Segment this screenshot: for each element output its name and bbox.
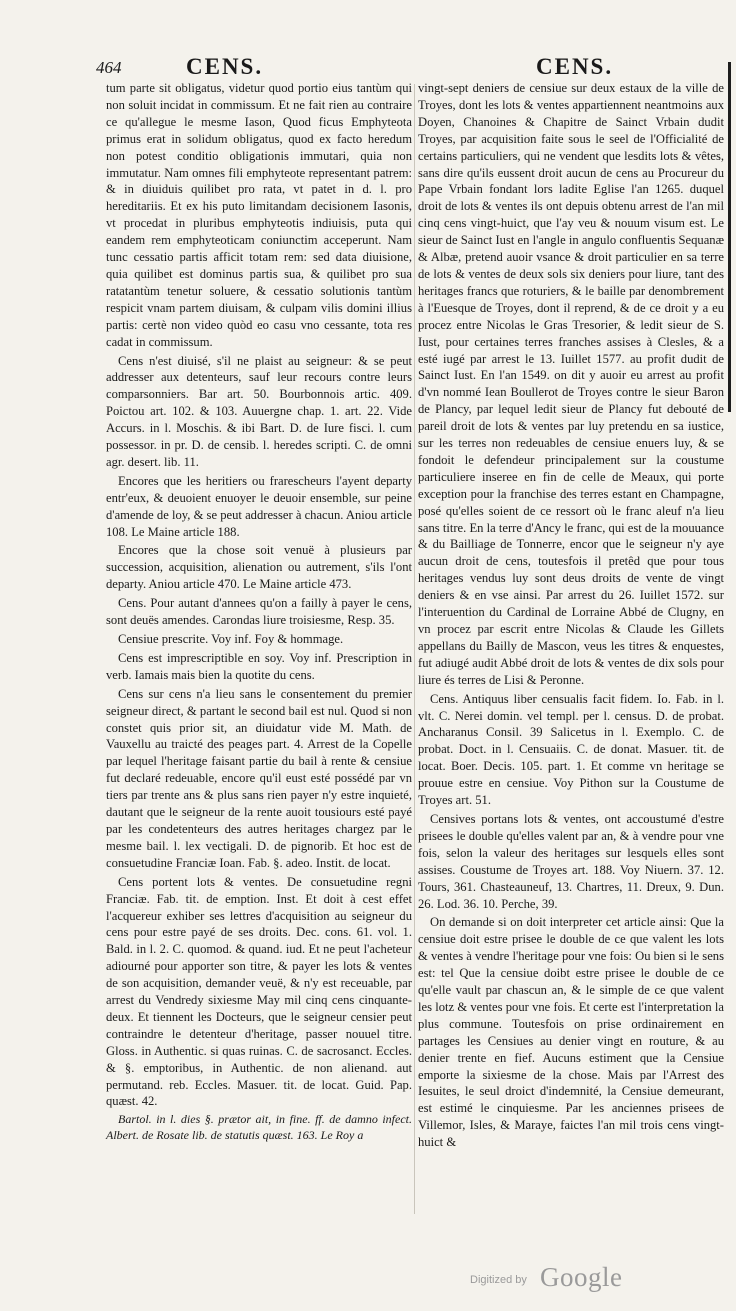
watermark-label: Digitized by [470,1274,527,1286]
paragraph-left-7: Cens est imprescriptible en soy. Voy inf. Prescription in verb. Iamais mais bien la quotite du cens. [106,650,412,682]
column-divider [414,84,415,1214]
paragraph-left-4: Encores que la chose soit venuë à plusieurs par succession, acquisition, alienation ou autrement, s'ils l'ont departy. Aniou article 470. Le Maine article 473. [106,543,412,592]
footnote-left: Bartol. in l. dies §. prætor ait, in fine. ff. de damno infect. Albert. de Rosate lib. de statutis quæst. 163. Le Roy a [106,1112,412,1142]
paragraph-left-6: Censiue prescrite. Voy inf. Foy & hommage. [118,632,344,646]
paragraph-left-5: Cens. Pour autant d'annees qu'on a failly à payer le cens, sont deuës amendes. Carondas liure troisiesme, Resp. 35. [106,596,412,628]
page-number: 464 [96,58,122,77]
paragraph-right-2: Cens. Antiquus liber censualis facit fidem. Io. Fab. in l. vlt. C. Nerei domin. vel templ. per l. census. D. de probat. Ancharanus Consil. 39 Salicetus in l. Exemplo. C. de probat. Doct. in l. Censuaiis. C. de donat. Masuer. tit. de locat. Boer. Decis. 105. part. 1. Et comme vn heritage se prouue estre en censiue. Voy Pithon sur la Coustume de Troyes art. 51. [418,691,724,808]
watermark-brand-logo: Google [540,1262,623,1292]
paragraph-left-2: Cens n'est diuisé, s'il ne plaist au seigneur: & se peut addresser aux detenteurs, sauf leur recours contre leurs comparsonniers. Bar art. 50. Bourbonnois artic. 409. Poictou art. 102. & 103. Auuergne chap. 1. art. 22. Vide Accurs. in l. Moschis. & ibi Bart. D. de Iure fisci. l. cum possessor. in pr. D. de censib. l. heredes scripti. C. de omni agr. desert. lib. 11. [106,353,412,469]
left-column [106,80,412,1145]
running-head-left: CENS. [186,54,264,79]
page-edge-mark [728,62,731,412]
paragraph-right-1: vingt-sept deniers de censiue sur deux estaux de la ville de Troyes, dont les lots & ventes appartiennent neantmoins aux Doyen, Chanoines & Chapitre de Sainct Vrbain dudit Troyes, par acquisition faite sous le seel de l'Officialité de certains particuliers, qui ne vendent que lesdits lots & vêtes, sans dire qu'ils eussent droit aucun de cens au Procureur du Pape Vrbain fondant lors ladite Eglise l'an 1265. duquel droit de lots & ventes ils ont depuis obtenu arrest de l'an mil cinq cens vingt-huict, que l'ay veu & nouum visum est. Le sieur de Sainct Iust en l'angle in angulo confluentis Sequanæ & Albæ, pretend auoir vsance & droit particulier en sa terre de lots & ventes de deux sols six deniers pour liure, tant des heritages francs que roturiers, & le baille par denombrement à l'Euesque de Troyes, dont il reprend, & de ce droit y a eu procez entre Nicolas le Gras Tresorier, & ledit sieur de S. Iust, pour certaines terres franches assises à Clesles, & a esté iugé par arrest le 13. Iuillet 1577. au profit dudit de Sainct Iust. En l'an 1549. on dit y auoir eu arrest au profit d'vn nommé Iean Boullerot de Troyes contre le sieur Baron de Plancy, par lequel ledit sieur de Plancy fut debouté de pareil droit de lots & ventes par luy pretendu en sa iustice, sur les terres non redeuables de censiue enuers luy, & se fondoit le defendeur principalement sur la coustume particuliere inseree en fin de celle de Meaux, qui porte exception pour la franchise des terres estant en Champagne, posé qu'elles soient de ce ressort où le franc aleuf n'a lieu sans titre. En la terre d'Ancy le franc, qui est de la mouuance & du Bailliage de Tonnerre, encor que le seigneur n'y aye aucun droit de cens, toutesfois il pretêd que pour tous heritages vendus luy sont deus droits de vente de vingt deniers & en vse ainsi. Par arrest du 26. Iuillet 1572. sur l'interuention du Cardinal de Lorraine Abbé de Clugny, en vn procez par escrit entre Nicolas & Claude les Gillets appellans du Bailly de Mascon, veus les titres & enquestes, fut adiugé audit Abbé droit de lots & ventes de dix sols pour liure és terres de Lisi & Peronne. [418,81,724,687]
paragraph-right-4: On demande si on doit interpreter cet article ainsi: Que la censiue doit estre prisee le double de ce que valent les lots & ventes à vendre l'heritage pour vne fois: Ou bien si le sens est: tel Que la censiue doibt estre prisee le double de ce qu'elle vault par chascun an, & le simple de ce que valent les lotz & ventes pour vne fois. Et certe est l'interpretation la plus commune. Toutesfois on prise ordinairement en partages les Censiues au denier vingt en routure, & au denier trente en fief. Aucuns estiment que la Censiue emporte la sixiesme de la chose. Mais par l'Arrest des Iesuites, le seul droict d'indemnité, la Censiue demeurant, est estimé le cinquiesme. Par les anciennes prisees de Villemor, Isles, & Maraye, faictes l'an mil trois cens vingt-huict & [418,915,724,1150]
digitization-watermark [470,1262,650,1292]
paragraph-right-3: Censives portans lots & ventes, ont accoustumé d'estre prisees le double qu'elles valent par an, & à vendre pour vne fois, selon la valeur des heritages sur lesquels elles sont assises. Coustume de Troyes art. 188. Voy Niuern. 37. 12. Tours, 361. Chasteauneuf, 13. Chartres, 11. Dreux, 9. Dun. 26. Lod. 36. 10. Perche, 39. [418,811,724,911]
right-column [418,80,724,1153]
paragraph-left-3: Encores que les heritiers ou frarescheurs l'ayent departy entr'eux, & deuoient enuoyer le deuoir ensemble, sur peine d'amende de loy, & se peut addresser à chacun. Aniou article 108. Le Maine article 188. [106,473,412,539]
paragraph-left-8: Cens sur cens n'a lieu sans le consentement du premier seigneur direct, & partant le second bail est nul. Quod si non constet quis prior sit, an diuidatur vide M. Math. de Vauxellu au traicté des peages part. 4. Arrest de la Copelle par lequel l'heritage faisant partie du bail à rente & censiue fut declaré redeuable, encore qu'il eust esté possédé par vn tiers par trente ans & plus sans rien payer n'y estre inquieté, dautant que le seigneur de la rente auoit tousiours esté payé par les condetenteurs des autres heritages chargez par le mesme bail. l. lex vectigali. D. de pignorib. Et hoc est de consuetudine Franciæ Ioan. Fab. §. adeo. Instit. de locat. [106,686,412,870]
running-head-right: CENS. [536,54,614,79]
paragraph-left-1: tum parte sit obligatus, videtur quod portio eius tantùm qui non soluit incidat in commissum. Et ne fait rien au contraire ce qu'allegue le mesme Iason, Quod ficus Emphyteota primus erat in solidum obligatus, quod ex facto heredum non potest conditio obligationis immutari, quia non immutatur. Nam omnes fili emphyteote representant patrem: & in diuiduis quilibet pro rata, vt patet in d. l. pro hereditariis. Et ex his puto limitandam decisionem Iasonis, vt procedat in pluribus emphyteotis indiuisis, puta qui eandem rem emphyteoticam coniunctim acceperunt. Nam tunc cessatio partis afficit totam rem: sed data diuisione, quia quilibet est dominus partis sua, & quilibet pro sua ratatantùm tenetur soluere, & cessatio solutionis tantùm respicit vnam partem diuisam, & culpam vilis domini illius partis: certè non video quòd eo casu vno cessante, tota res cadat in commissum. [106,81,412,349]
paragraph-left-9: Cens portent lots & ventes. De consuetudine regni Franciæ. Fab. tit. de emption. Inst. Et doit à cest effet l'acquereur exhiber ses lettres d'acquisition au seigneur du cens pour estre payé de ses droits. Dec. cons. 61. vol. 1. Bald. in l. 2. C. quomod. & quand. iud. Et ne peut l'acheteur adiourné pour apporter son titre, & payer les lots & ventes de son acquisition, demander veuë, & n'y est receuable, par arrest du Vendredy sixiesme May mil cinq cens cinquante-deux. Et tiennent les Docteurs, que le seigneur censier peut contraindre le detenteur d'heritage, passer nouuel titre. Gloss. in Authentic. si quas ruinas. C. de sacrosanct. Eccles. & §. emptoribus, in Authentic. de non alienand. aut permutand. reb. Eccles. Masuer. tit. de locat. Guid. Pap. quæst. 42. [106,874,412,1109]
